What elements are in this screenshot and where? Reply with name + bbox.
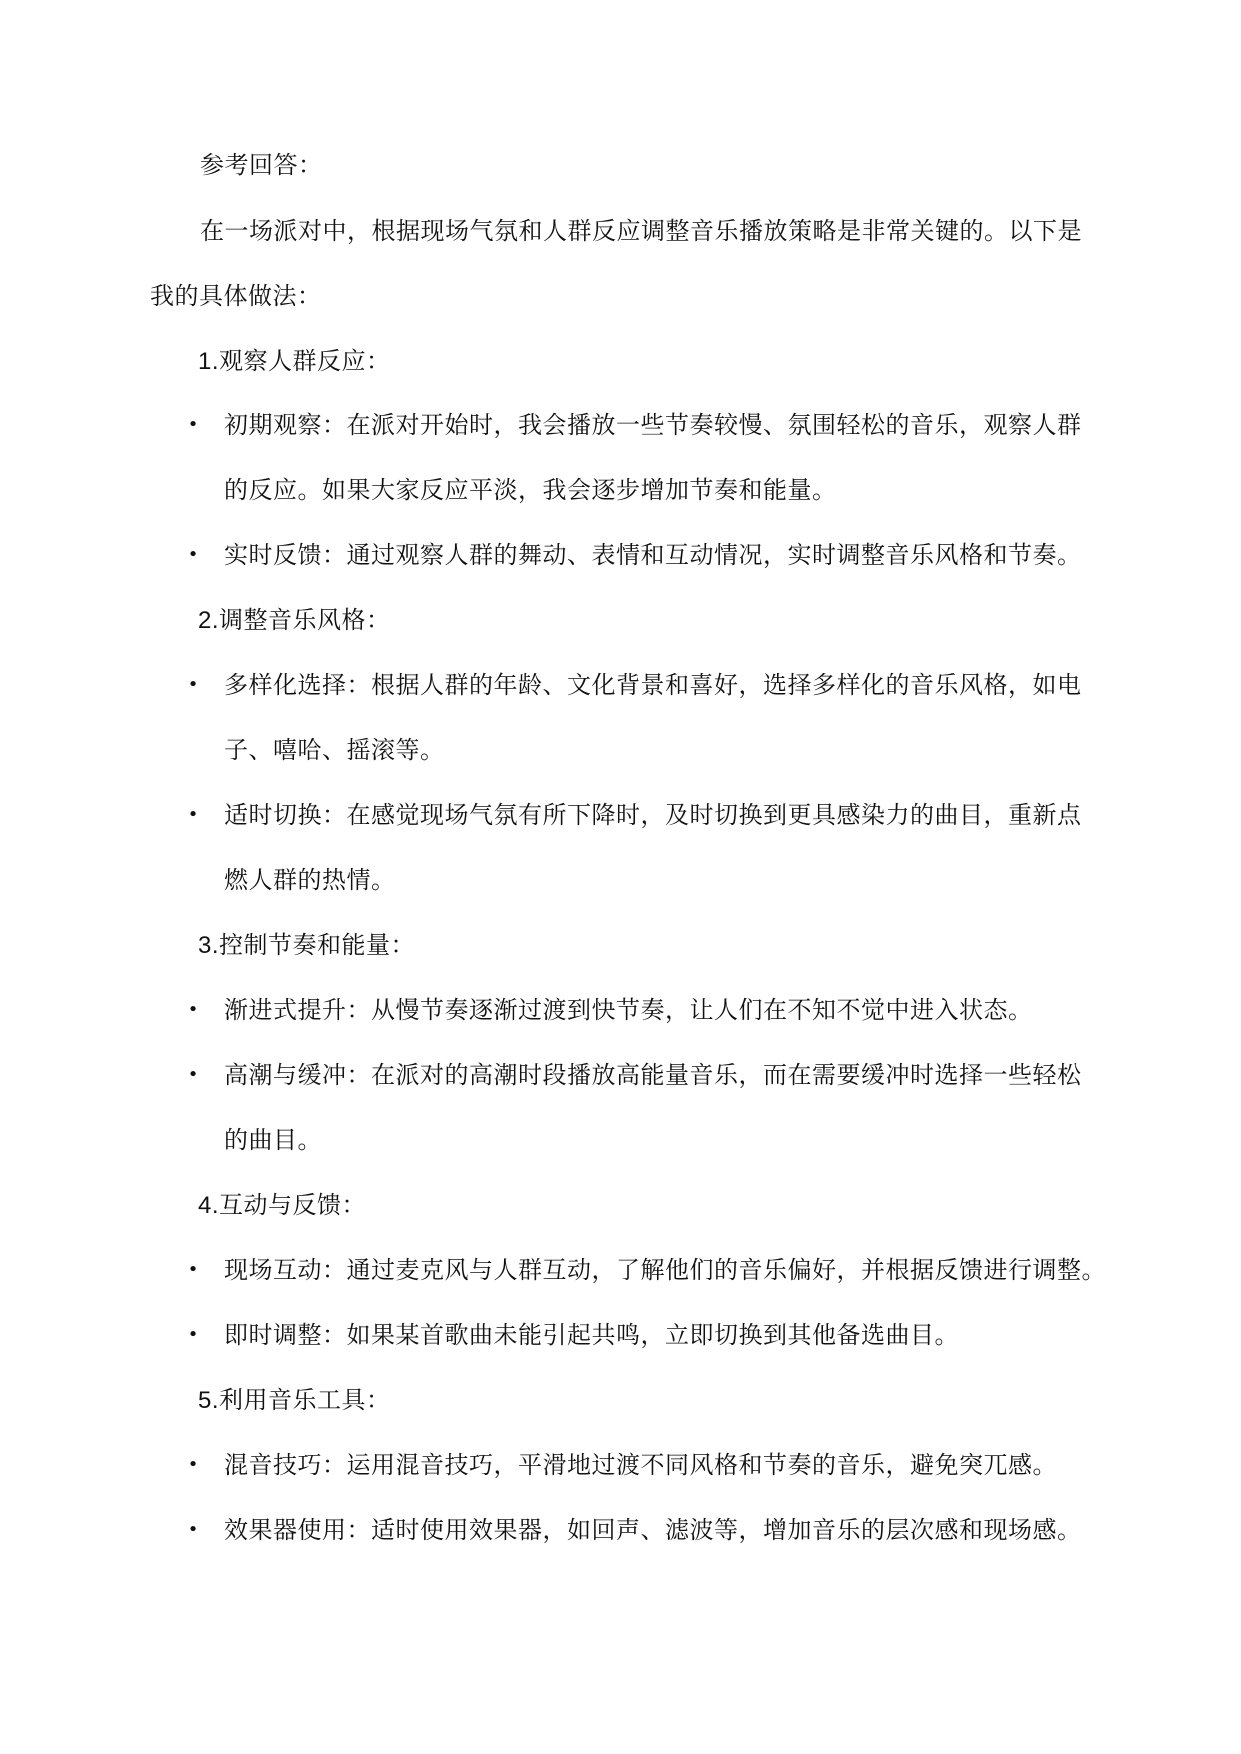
list-item-line: 高潮与缓冲：在派对的高潮时段播放高能量音乐，而在需要缓冲时选择一些轻松 xyxy=(224,1061,1082,1089)
list-item-line: 子、嘻哈、摇滚等。 xyxy=(224,736,445,764)
list-item-line: 即时调整：如果某首歌曲未能引起共鸣，立即切换到其他备选曲目。 xyxy=(224,1321,959,1349)
bullet-icon: • xyxy=(187,1519,199,1540)
intro-line-2: 我的具体做法： xyxy=(150,282,322,310)
section-number: 5. xyxy=(198,1387,220,1414)
bullet-icon: • xyxy=(187,804,199,825)
list-item-line: 的反应。如果大家反应平淡，我会逐步增加节奏和能量。 xyxy=(224,476,837,504)
list-item-line: 燃人群的热情。 xyxy=(224,866,396,894)
section-title-text: 观察人群反应： xyxy=(219,347,391,375)
heading: 参考回答： xyxy=(200,151,323,179)
section-title-text: 互动与反馈： xyxy=(219,1191,367,1219)
section-number: 2. xyxy=(198,607,220,634)
list-item-line: 的曲目。 xyxy=(224,1126,322,1154)
bullet-icon: • xyxy=(187,1259,199,1280)
bullet-icon: • xyxy=(187,414,199,435)
list-item-line: 实时反馈：通过观察人群的舞动、表情和互动情况，实时调整音乐风格和节奏。 xyxy=(224,541,1082,569)
section-number: 4. xyxy=(198,1192,220,1219)
intro-line-1: 在一场派对中，根据现场气氛和人群反应调整音乐播放策略是非常关键的。以下是 xyxy=(200,217,1082,245)
section-number: 3. xyxy=(198,932,220,959)
list-item-line: 初期观察：在派对开始时，我会播放一些节奏较慢、氛围轻松的音乐，观察人群 xyxy=(224,411,1082,439)
list-item-line: 多样化选择：根据人群的年龄、文化背景和喜好，选择多样化的音乐风格，如电 xyxy=(224,671,1082,699)
section-title-1 xyxy=(198,341,391,382)
bullet-icon: • xyxy=(187,544,199,565)
section-title-3 xyxy=(198,925,415,966)
section-title-4 xyxy=(198,1185,366,1226)
section-number: 1. xyxy=(198,348,220,375)
bullet-icon: • xyxy=(187,1064,199,1085)
section-title-5 xyxy=(198,1380,391,1421)
bullet-icon: • xyxy=(187,674,199,695)
bullet-icon: • xyxy=(187,1454,199,1475)
section-title-text: 调整音乐风格： xyxy=(219,606,391,634)
list-item-line: 效果器使用：适时使用效果器，如回声、滤波等，增加音乐的层次感和现场感。 xyxy=(224,1516,1082,1544)
list-item-line: 适时切换：在感觉现场气氛有所下降时，及时切换到更具感染力的曲目，重新点 xyxy=(224,801,1082,829)
list-item-line: 渐进式提升：从慢节奏逐渐过渡到快节奏，让人们在不知不觉中进入状态。 xyxy=(224,996,1033,1024)
bullet-icon: • xyxy=(187,1324,199,1345)
section-title-text: 利用音乐工具： xyxy=(219,1386,391,1414)
section-title-2 xyxy=(198,600,391,641)
list-item-line: 混音技巧：运用混音技巧，平滑地过渡不同风格和节奏的音乐，避免突兀感。 xyxy=(224,1451,1057,1479)
section-title-text: 控制节奏和能量： xyxy=(219,931,416,959)
list-item-line: 现场互动：通过麦克风与人群互动，了解他们的音乐偏好，并根据反馈进行调整。 xyxy=(224,1256,1106,1284)
bullet-icon: • xyxy=(187,999,199,1020)
